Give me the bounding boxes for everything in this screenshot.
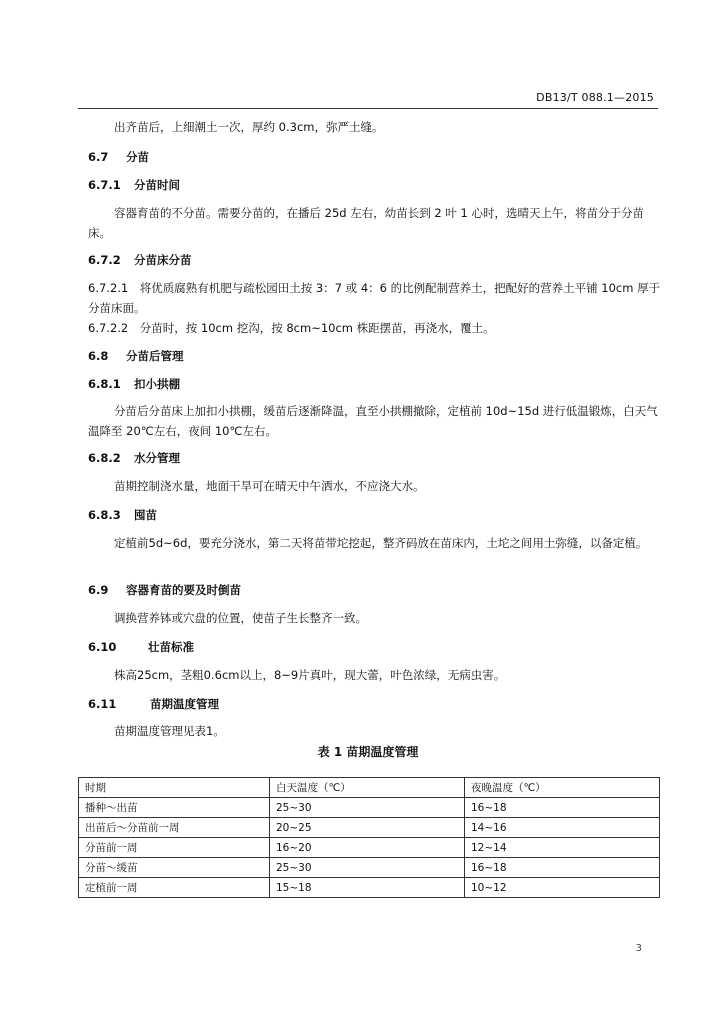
table-header-row bbox=[79, 778, 660, 798]
heading-6-8 bbox=[88, 346, 662, 366]
heading-title: 分苗时间 bbox=[134, 178, 180, 192]
heading-number: 6.11 bbox=[88, 697, 117, 711]
table-cell: 20~25 bbox=[270, 818, 465, 838]
heading-6-11 bbox=[88, 694, 662, 714]
paragraph-6-10: 株高25cm，茎粗0.6cm以上，8~9片真叶，现大蕾，叶色浓绿，无病虫害。 bbox=[114, 668, 506, 682]
table-header-cell: 时期 bbox=[79, 778, 270, 798]
table-header-cell: 夜晚温度（℃） bbox=[465, 778, 660, 798]
table-row bbox=[79, 798, 660, 818]
table-cell: 25~30 bbox=[270, 798, 465, 818]
heading-6-7 bbox=[88, 147, 662, 167]
heading-number: 6.7 bbox=[88, 150, 109, 164]
heading-6-8-1 bbox=[88, 374, 662, 394]
heading-6-10 bbox=[88, 637, 662, 657]
table-cell: 16~18 bbox=[465, 858, 660, 878]
heading-number: 6.8.1 bbox=[88, 377, 121, 391]
temperature-table bbox=[78, 777, 660, 898]
heading-title: 苗期温度管理 bbox=[150, 697, 219, 711]
header-divider bbox=[78, 108, 658, 109]
heading-title: 分苗后管理 bbox=[126, 349, 184, 363]
heading-title: 分苗 bbox=[126, 150, 149, 164]
heading-6-7-2 bbox=[88, 250, 662, 270]
heading-number: 6.8 bbox=[88, 349, 109, 363]
heading-6-8-3 bbox=[88, 505, 662, 525]
heading-title: 分苗床分苗 bbox=[134, 253, 192, 267]
table-caption: 表 1 苗期温度管理 bbox=[317, 745, 419, 759]
paragraph-6-9: 调换营养钵或穴盘的位置，使苗子生长整齐一致。 bbox=[114, 611, 367, 625]
paragraph-6-11: 苗期温度管理见表1。 bbox=[114, 724, 225, 738]
paragraph-emergence: 出齐苗后，上细潮土一次，厚约 0.3cm，弥严土缝。 bbox=[114, 120, 384, 134]
table-cell: 出苗后～分苗前一周 bbox=[79, 818, 270, 838]
heading-6-9 bbox=[88, 580, 662, 600]
heading-title: 容器育苗的要及时倒苗 bbox=[126, 583, 241, 597]
table-row bbox=[79, 858, 660, 878]
heading-number: 6.8.3 bbox=[88, 508, 121, 522]
paragraph-6-7-1: 容器育苗的不分苗。需要分苗的，在播后 25d 左右，幼苗长到 2 叶 1 心时，选晴天上午，将苗分于分苗床。 bbox=[88, 206, 644, 240]
table-row bbox=[79, 838, 660, 858]
heading-title: 水分管理 bbox=[134, 451, 180, 465]
table-cell: 12~14 bbox=[465, 838, 660, 858]
table-cell: 16~20 bbox=[270, 838, 465, 858]
table-row bbox=[79, 878, 660, 898]
page-number: 3 bbox=[635, 943, 642, 954]
table-cell: 25~30 bbox=[270, 858, 465, 878]
table-cell: 14~16 bbox=[465, 818, 660, 838]
heading-number: 6.9 bbox=[88, 583, 109, 597]
document-code: DB13/T 088.1—2015 bbox=[536, 91, 654, 104]
heading-6-8-2 bbox=[88, 448, 662, 468]
heading-number: 6.8.2 bbox=[88, 451, 121, 465]
heading-number: 6.7.2 bbox=[88, 253, 121, 267]
table-cell: 10~12 bbox=[465, 878, 660, 898]
table-cell: 定植前一周 bbox=[79, 878, 270, 898]
heading-title: 囤苗 bbox=[134, 508, 157, 522]
heading-title: 扣小拱棚 bbox=[134, 377, 180, 391]
paragraph-6-7-2-1: 6.7.2.1 将优质腐熟有机肥与疏松园田土按 3：7 或 4：6 的比例配制营养土，把配好的营养土平铺 10cm 厚于分苗床面。 bbox=[88, 281, 661, 315]
table-cell: 播种～出苗 bbox=[79, 798, 270, 818]
table-header-cell: 白天温度（℃） bbox=[270, 778, 465, 798]
heading-6-7-1 bbox=[88, 175, 662, 195]
paragraph-6-8-1: 分苗后分苗床上加扣小拱棚，缓苗后逐渐降温，直至小拱棚撤除，定植前 10d~15d 进行低温锻炼，白天气温降至 20℃左右，夜间 10℃左右。 bbox=[88, 404, 658, 438]
heading-number: 6.7.1 bbox=[88, 178, 121, 192]
heading-number: 6.10 bbox=[88, 640, 117, 654]
paragraph-6-8-3: 定植前5d~6d，要充分浇水，第二天将苗带坨挖起，整齐码放在苗床内，土坨之间用土弥缝，以备定植。 bbox=[114, 536, 648, 550]
paragraph-6-8-2: 苗期控制浇水量，地面干旱可在晴天中午洒水，不应浇大水。 bbox=[114, 479, 425, 493]
table-row bbox=[79, 818, 660, 838]
paragraph-6-7-2-2: 6.7.2.2 分苗时，按 10cm 挖沟，按 8cm~10cm 株距摆苗，再浇水，覆土。 bbox=[88, 321, 495, 335]
table-cell: 分苗～缓苗 bbox=[79, 858, 270, 878]
table-cell: 15~18 bbox=[270, 878, 465, 898]
heading-title: 壮苗标准 bbox=[148, 640, 194, 654]
table-cell: 分苗前一周 bbox=[79, 838, 270, 858]
table-cell: 16~18 bbox=[465, 798, 660, 818]
